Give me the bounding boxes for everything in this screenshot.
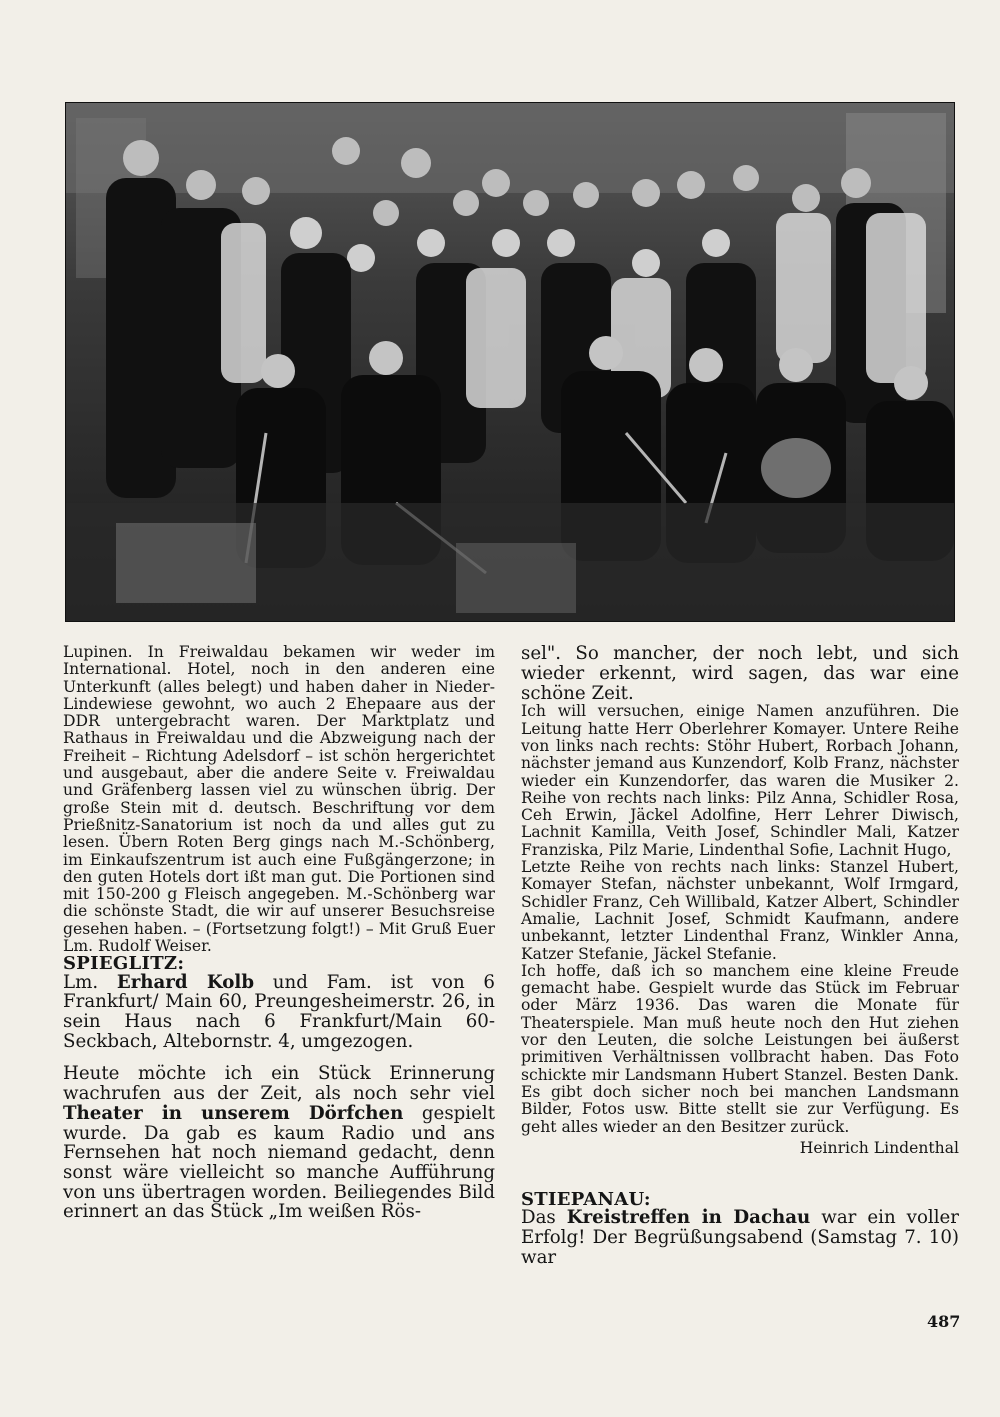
- left-column: [63, 644, 495, 1235]
- theater-story-continuation: sel". So mancher, der noch lebt, und sich wieder erkennt, wird sagen, das war eine schöne Zeit.: [521, 643, 959, 704]
- author-signature: Heinrich Lindenthal: [799, 1138, 959, 1157]
- group-photo-image: [66, 103, 954, 621]
- cast-names-last-row: Letzte Reihe von rechts nach links: Stanzel Hubert, Komayer Stefan, nächster unbekannt, Wolf Irmgard, Schidler Franz, Ceh Willibald, Katzer Albert, Schindler Amalie, Lachnit Josef, Schmidt Kaufmann, andere unbekannt, letzter Lindenthal Franz, Winkler Anna, Katzer Stefanie, Jäckel Stefanie.: [521, 858, 959, 963]
- cast-names-intro: Ich will versuchen, einige Namen anzuführen. Die Leitung hatte Herr Oberlehrer Komayer. Untere Reihe von links nach rechts: Stöhr Hubert, Rorbach Johann, nächster jemand aus Kunzendorf, Kolb Franz, nächster wieder ein Kunzendorfer, das waren die Musiker 2. Reihe von rechts nach links: Pilz Anna, Schidler Rosa, Ceh Erwin, Jäckel Adolfine, Herr Lehrer Diwisch, Lachnit Kamilla, Veith Josef, Schindler Mali, Katzer Franziska, Pilz Marie, Lindenthal Sofie, Lachnit Hugo,: [521, 702, 959, 859]
- section-title-stiepanau: STIEPANAU:: [521, 1189, 651, 1211]
- stiepanau-report: Das Kreistreffen in Dachau war ein voller Erfolg! Der Begrüßungsabend (Samstag 7. 10) war: [521, 1207, 959, 1268]
- right-column: [521, 644, 959, 1281]
- theater-story-intro: Heute möchte ich ein Stück Erinnerung wachrufen aus der Zeit, als noch sehr viel Theater in unserem Dörfchen gespielt wurde. Da gab es kaum Radio und ans Fernsehen hat noch niemand gedacht, denn sonst wäre vielleicht so manche Aufführung von uns übertragen worden. Beiliegendes Bild erinnert an das Stück „Im weißen Rös-: [63, 1063, 495, 1223]
- section-title-spieglitz: SPIEGLITZ:: [63, 953, 185, 975]
- group-photo: [65, 102, 955, 622]
- closing-paragraph: Ich hoffe, daß ich so manchem eine kleine Freude gemacht habe. Gespielt wurde das Stück im Februar oder März 1936. Das waren die Monate für Theaterspiele. Man muß heute noch den Hut ziehen vor den Leuten, die solche Leistungen bei äußerst primitiven Verhältnissen vollbracht haben. Das Foto schickte mir Landsmann Hubert Stanzel. Besten Dank. Es gibt doch sicher noch bei manchen Landsmann Bilder, Fotos usw. Bitte stellt sie zur Verfügung. Es geht alles wieder an den Besitzer zurück.: [521, 961, 959, 1136]
- relocation-notice: Lm. Erhard Kolb und Fam. ist von 6 Frankfurt/ Main 60, Preungesheimerstr. 26, in sein Haus nach 6 Frankfurt/Main 60-Seckbach, Altebornstr. 4, umgezogen.: [63, 971, 496, 1052]
- page-number: 487: [927, 1312, 961, 1331]
- travel-report-continued: Lupinen. In Freiwaldau bekamen wir weder im International. Hotel, noch in den anderen eine Unterkunft (alles belegt) und haben daher in Nieder-Lindewiese gewohnt, wo auch 2 Ehepaare aus der DDR untergebracht waren. Der Marktplatz und Rathaus in Freiwaldau und die Abzweigung nach der Freiheit – Richtung Adelsdorf – ist schön hergerichtet und ausgebaut, aber die andere Seite v. Freiwaldau und Gräfenberg lassen viel zu wünschen übrig. Der große Stein mit d. deutsch. Beschriftung vor dem Prießnitz-Sanatorium ist noch da und alles gut zu lesen. Übern Roten Berg gings nach M.-Schönberg, im Einkaufszentrum ist auch eine Fußgängerzone; in den guten Hotels dort ißt man gut. Die Portionen sind mit 150-200 g Fleisch angegeben. M.-Schönberg war die schönste Stadt, die wir auf unserer Besuchsreise gesehen haben. – (Fortsetzung folgt!) – Mit Gruß Euer Lm. Rudolf Weiser.: [63, 643, 495, 956]
